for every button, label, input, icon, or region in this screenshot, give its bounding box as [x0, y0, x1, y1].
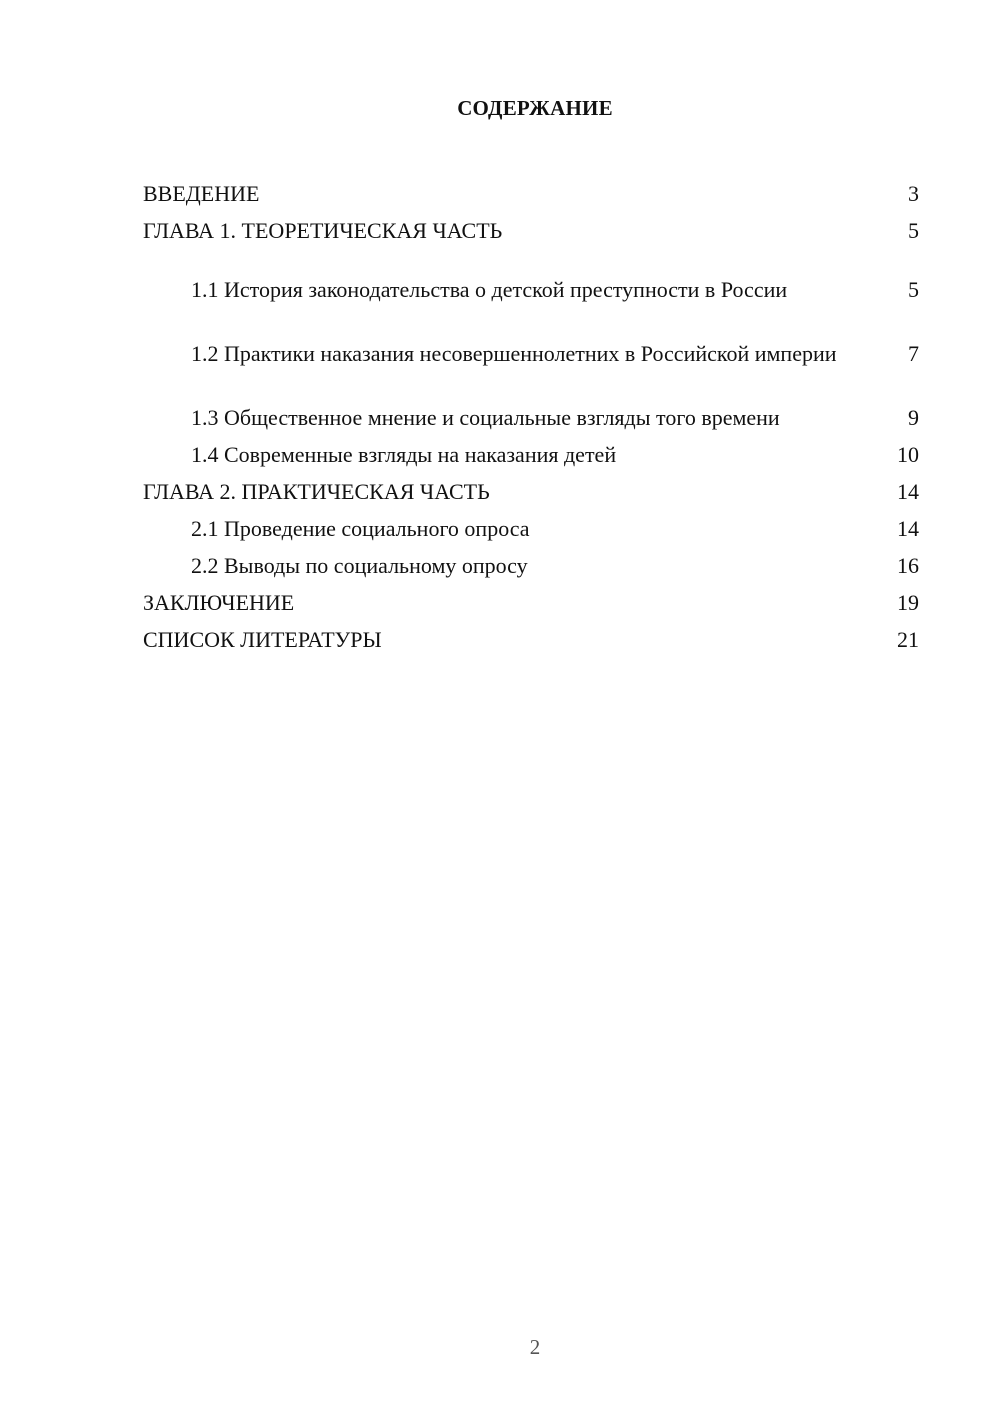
toc-entry-label: 1.1 История законодательства о детской преступности в России	[191, 277, 788, 302]
toc-entry-page: 19	[897, 590, 919, 615]
toc-entry-bibliography[interactable]	[143, 616, 919, 653]
toc-entry-page: 14	[897, 479, 919, 504]
toc-entry-label: СПИСОК ЛИТЕРАТУРЫ	[143, 627, 382, 652]
toc-entry-label: 1.2 Практики наказания несовершеннолетних в Российской империи	[191, 341, 837, 366]
toc-entry-page: 7	[908, 341, 919, 366]
toc-entry-page: 21	[897, 627, 919, 652]
toc-entry-section-2-2[interactable]	[143, 542, 919, 579]
toc-entry-page: 10	[897, 442, 919, 467]
toc-entry-page: 5	[908, 218, 919, 243]
toc-entry-label: ГЛАВА 1. ТЕОРЕТИЧЕСКАЯ ЧАСТЬ	[143, 218, 503, 243]
toc-entry-label: 1.4 Современные взгляды на наказания детей	[191, 442, 617, 467]
toc-entry-label: ЗАКЛЮЧЕНИЕ	[143, 590, 295, 615]
toc-entry-label: 2.1 Проведение социального опроса	[191, 516, 530, 541]
toc-entry-conclusion[interactable]	[143, 579, 919, 616]
toc-entry-page: 5	[908, 277, 919, 302]
toc-entry-chapter-1[interactable]	[143, 207, 919, 244]
toc-entry-section-1-3[interactable]	[143, 377, 919, 431]
toc-entry-section-1-1[interactable]	[143, 249, 919, 303]
toc-entry-label: 2.2 Выводы по социальному опросу	[191, 553, 528, 578]
toc-entry-page: 9	[908, 405, 919, 430]
toc-entry-chapter-2[interactable]	[143, 468, 919, 505]
toc-entry-page: 3	[908, 181, 919, 206]
toc-entry-section-1-2[interactable]	[143, 313, 919, 367]
toc-entry-introduction[interactable]	[143, 170, 919, 207]
toc-entry-page: 16	[897, 553, 919, 578]
toc-entry-label: ГЛАВА 2. ПРАКТИЧЕСКАЯ ЧАСТЬ	[143, 479, 490, 504]
toc-entry-section-1-4[interactable]	[143, 431, 919, 468]
table-of-contents	[143, 170, 919, 653]
page-number: 2	[529, 1335, 541, 1359]
toc-title: СОДЕРЖАНИЕ	[457, 96, 613, 120]
toc-entry-section-2-1[interactable]	[143, 505, 919, 542]
toc-entry-label: ВВЕДЕНИЕ	[143, 181, 260, 206]
toc-entry-page: 14	[897, 516, 919, 541]
toc-entry-label: 1.3 Общественное мнение и социальные взгляды того времени	[191, 405, 780, 430]
